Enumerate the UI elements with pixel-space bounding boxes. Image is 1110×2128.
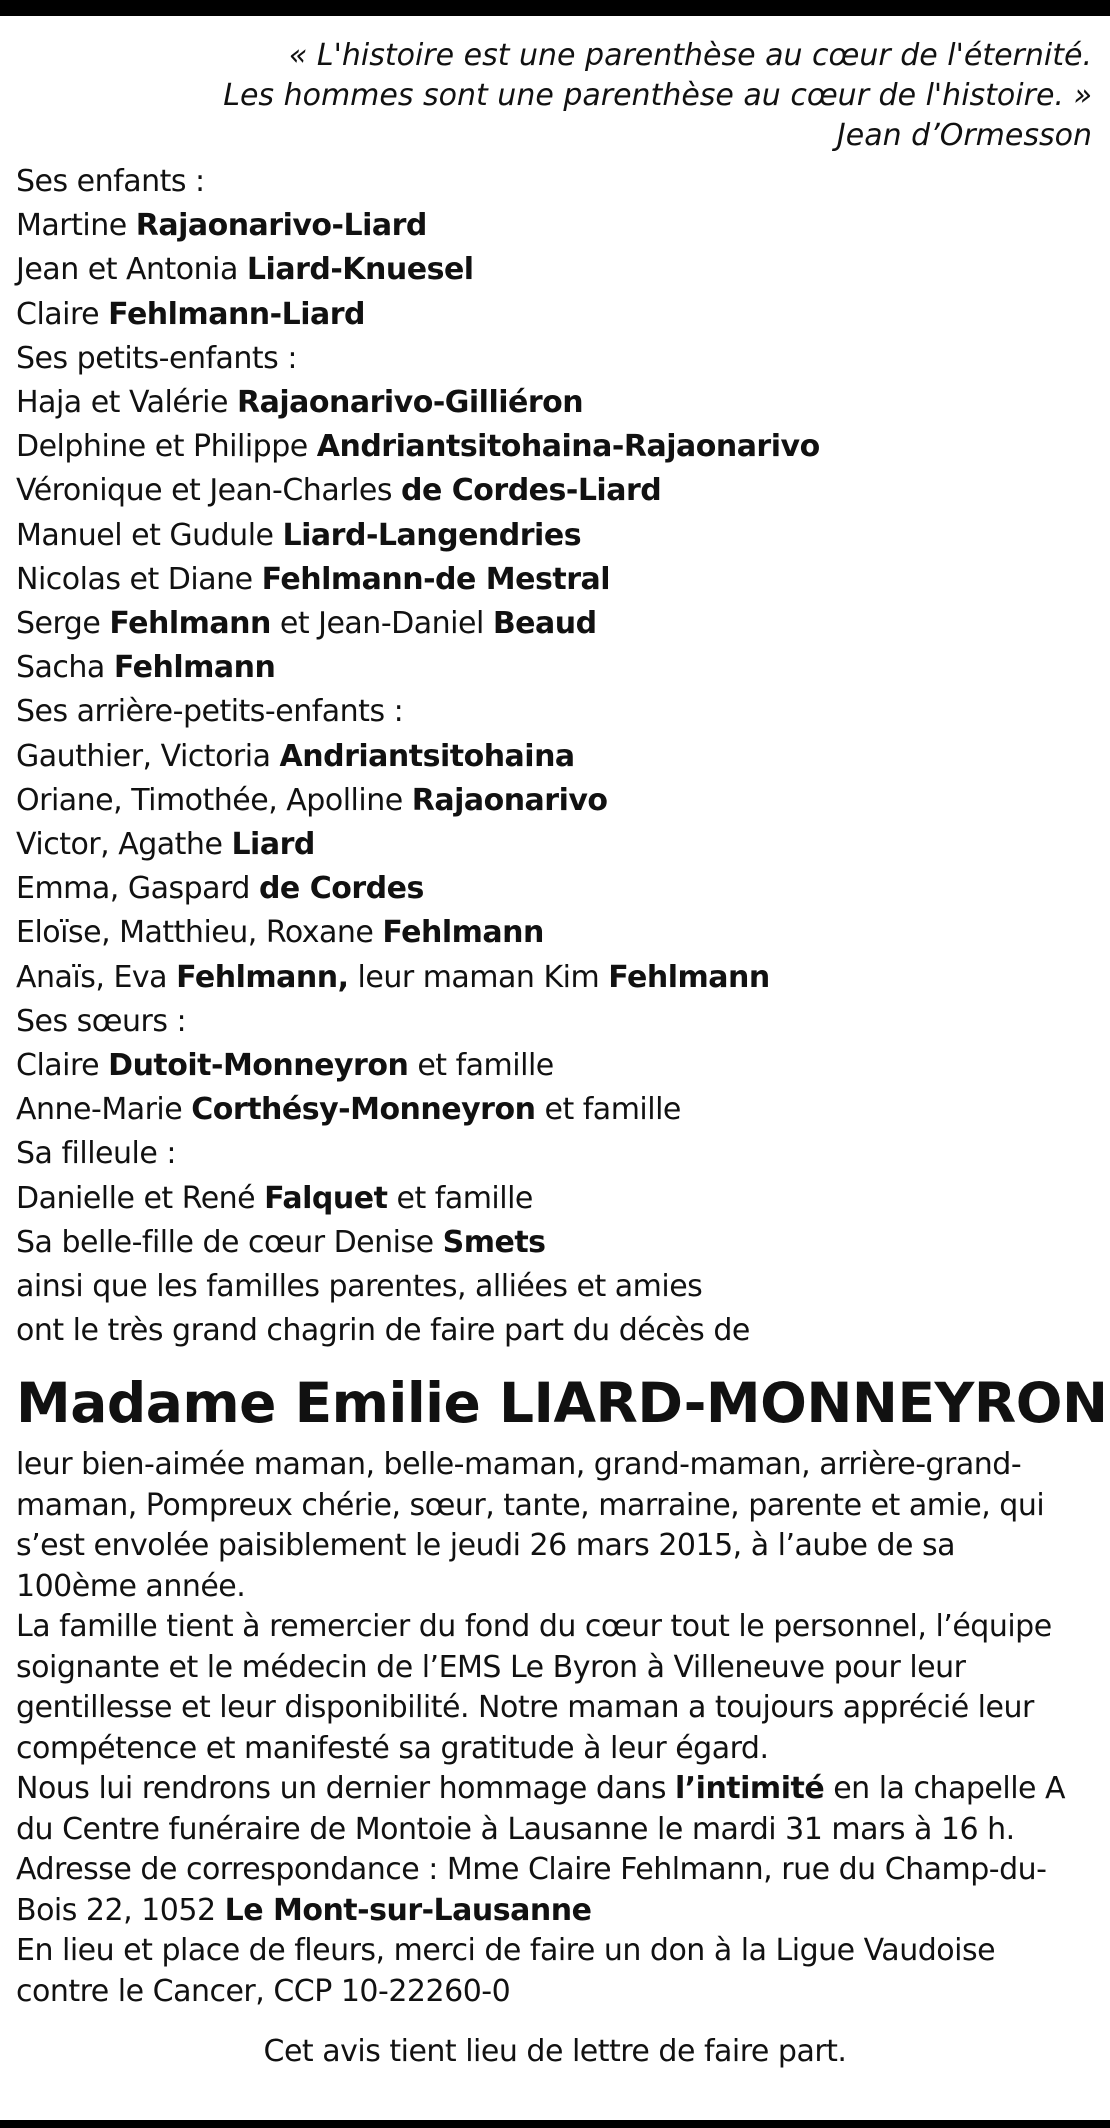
text-segment: Haja et Valérie <box>16 385 237 421</box>
text-segment: Nicolas et Diane <box>16 561 262 597</box>
text-segment: et famille <box>535 1092 681 1128</box>
text-segment: Anaïs, Eva <box>16 959 177 995</box>
surname: Rajaonarivo-Liard <box>135 208 427 244</box>
surname: Fehlmann, <box>176 959 349 995</box>
surname: Liard-Knuesel <box>246 252 474 288</box>
text-segment: Claire <box>16 296 109 332</box>
text-segment: Ses petits-enfants : <box>16 340 297 376</box>
surname: Fehlmann <box>382 915 544 951</box>
text-segment: Victor, Agathe <box>16 827 232 863</box>
text-segment: Delphine et Philippe <box>16 429 317 465</box>
body-line <box>16 1729 1094 1770</box>
body-line <box>16 1648 1094 1689</box>
footer-note: Cet avis tient lieu de lettre de faire part. <box>263 2034 847 2070</box>
surname: Corthésy-Monneyron <box>191 1092 536 1128</box>
family-line <box>16 1265 1094 1309</box>
text-segment: Ses arrière-petits-enfants : <box>16 694 404 730</box>
text-segment: gentillesse et leur disponibilité. Notre maman a toujours apprécié leur <box>16 1690 1034 1726</box>
family-line <box>16 337 1094 381</box>
surname: Fehlmann <box>608 959 770 995</box>
text-segment: Danielle et René <box>16 1180 265 1216</box>
epigraph-quote <box>16 36 1094 156</box>
text-segment: Adresse de correspondance : Mme Claire Fehlmann, rue du Champ-du- <box>16 1852 1047 1888</box>
text-segment: ont le très grand chagrin de faire part du décès de <box>16 1313 750 1349</box>
text-segment: leur bien-aimée maman, belle-maman, grand-maman, arrière-grand- <box>16 1447 1022 1483</box>
family-line <box>16 160 1094 204</box>
bottom-rule <box>0 2120 1110 2128</box>
text-segment: Manuel et Gudule <box>16 517 283 553</box>
family-line <box>16 1309 1094 1353</box>
text-segment: En lieu et place de fleurs, merci de faire un don à la Ligue Vaudoise <box>16 1933 996 1969</box>
text-segment: Emma, Gaspard <box>16 871 259 907</box>
family-line <box>16 911 1094 955</box>
text-segment: et Jean-Daniel <box>270 606 493 642</box>
family-line <box>16 558 1094 602</box>
text-segment: en la chapelle A <box>824 1771 1066 1807</box>
body-line <box>16 1769 1094 1810</box>
family-line <box>16 248 1094 292</box>
quote-line: « L'histoire est une parenthèse au cœur de l'éternité. <box>288 38 1092 73</box>
text-segment: Jean et Antonia <box>16 252 247 288</box>
surname: de Cordes <box>258 871 424 907</box>
family-line <box>16 1132 1094 1176</box>
surname: Rajaonarivo <box>411 782 608 818</box>
body-line <box>16 1810 1094 1851</box>
text-segment: Anne-Marie <box>16 1092 192 1128</box>
surname: Fehlmann-de Mestral <box>261 561 611 597</box>
top-rule <box>0 0 1110 16</box>
text-segment: Nous lui rendrons un dernier hommage dans <box>16 1771 675 1807</box>
family-list <box>16 160 1094 1353</box>
deceased-name: Madame Emilie LIARD-MONNEYRON <box>16 1371 1108 1436</box>
body-line <box>16 1972 1094 2013</box>
surname: Rajaonarivo-Gilliéron <box>236 385 584 421</box>
family-line <box>16 514 1094 558</box>
family-line <box>16 1088 1094 1132</box>
family-line <box>16 867 1094 911</box>
family-line <box>16 779 1094 823</box>
text-segment: Sa filleule : <box>16 1136 176 1172</box>
body-line <box>16 1567 1094 1608</box>
body-line <box>16 1486 1094 1527</box>
family-line <box>16 293 1094 337</box>
text-segment: Sa belle-fille de cœur Denise <box>16 1224 443 1260</box>
text-segment: Oriane, Timothée, Apolline <box>16 782 412 818</box>
body-line <box>16 1891 1094 1932</box>
surname: l’intimité <box>674 1771 825 1807</box>
text-segment: La famille tient à remercier du fond du cœur tout le personnel, l’équipe <box>16 1609 1052 1645</box>
family-line <box>16 735 1094 779</box>
body-line <box>16 1688 1094 1729</box>
text-segment: Gauthier, Victoria <box>16 738 280 774</box>
family-line <box>16 1044 1094 1088</box>
text-segment: Martine <box>16 208 136 244</box>
surname: Smets <box>442 1224 546 1260</box>
family-line <box>16 1000 1094 1044</box>
text-segment: du Centre funéraire de Montoie à Lausanne le mardi 31 mars à 16 h. <box>16 1811 1015 1847</box>
family-line <box>16 204 1094 248</box>
surname: Beaud <box>492 606 597 642</box>
surname: Andriantsitohaina <box>279 738 575 774</box>
surname: Liard <box>231 827 315 863</box>
text-segment: Claire <box>16 1048 109 1084</box>
family-line <box>16 956 1094 1000</box>
surname: Fehlmann-Liard <box>108 296 366 332</box>
text-segment: 100ème année. <box>16 1568 246 1604</box>
surname: Liard-Langendries <box>282 517 582 553</box>
quote-author: Jean d’Ormesson <box>836 118 1092 153</box>
text-segment: Serge <box>16 606 110 642</box>
family-line <box>16 1177 1094 1221</box>
surname: Fehlmann <box>113 650 276 686</box>
text-segment: compétence et manifesté sa gratitude à leur égard. <box>16 1730 769 1766</box>
family-line <box>16 602 1094 646</box>
obituary-notice <box>16 36 1108 2072</box>
text-segment: Eloïse, Matthieu, Roxane <box>16 915 383 951</box>
body-line <box>16 1445 1094 1486</box>
text-segment: s’est envolée paisiblement le jeudi 26 mars 2015, à l’aube de sa <box>16 1528 956 1564</box>
family-line <box>16 646 1094 690</box>
text-segment: ainsi que les familles parentes, alliées et amies <box>16 1269 703 1305</box>
surname: Dutoit-Monneyron <box>108 1048 409 1084</box>
surname: Fehlmann <box>109 606 271 642</box>
family-line <box>16 690 1094 734</box>
text-segment: contre le Cancer, CCP 10-22260-0 <box>16 1973 511 2009</box>
quote-line: Les hommes sont une parenthèse au cœur de l'histoire. » <box>223 78 1092 113</box>
text-segment: soignante et le médecin de l’EMS Le Byron à Villeneuve pour leur <box>16 1649 966 1685</box>
text-segment: et famille <box>387 1180 533 1216</box>
family-line <box>16 469 1094 513</box>
surname: de Cordes-Liard <box>401 473 662 509</box>
text-segment: Ses enfants : <box>16 164 205 199</box>
family-line <box>16 1221 1094 1265</box>
surname: Le Mont-sur-Lausanne <box>224 1892 592 1928</box>
text-segment: Véronique et Jean-Charles <box>16 473 401 509</box>
body-line <box>16 1931 1094 1972</box>
text-segment: leur maman Kim <box>348 959 609 995</box>
text-segment: Sacha <box>16 650 114 686</box>
body-line <box>16 1607 1094 1648</box>
body-line <box>16 1850 1094 1891</box>
family-line <box>16 425 1094 469</box>
body-line <box>16 1526 1094 1567</box>
text-segment: maman, Pompreux chérie, sœur, tante, marraine, parente et amie, qui <box>16 1487 1045 1523</box>
text-segment: Ses sœurs : <box>16 1003 187 1039</box>
family-line <box>16 823 1094 867</box>
family-line <box>16 381 1094 425</box>
surname: Andriantsitohaina-Rajaonarivo <box>316 429 820 465</box>
text-segment: et famille <box>408 1048 554 1084</box>
surname: Falquet <box>264 1180 388 1216</box>
text-segment: Bois 22, 1052 <box>16 1892 225 1928</box>
announcement-body <box>16 1445 1094 2012</box>
